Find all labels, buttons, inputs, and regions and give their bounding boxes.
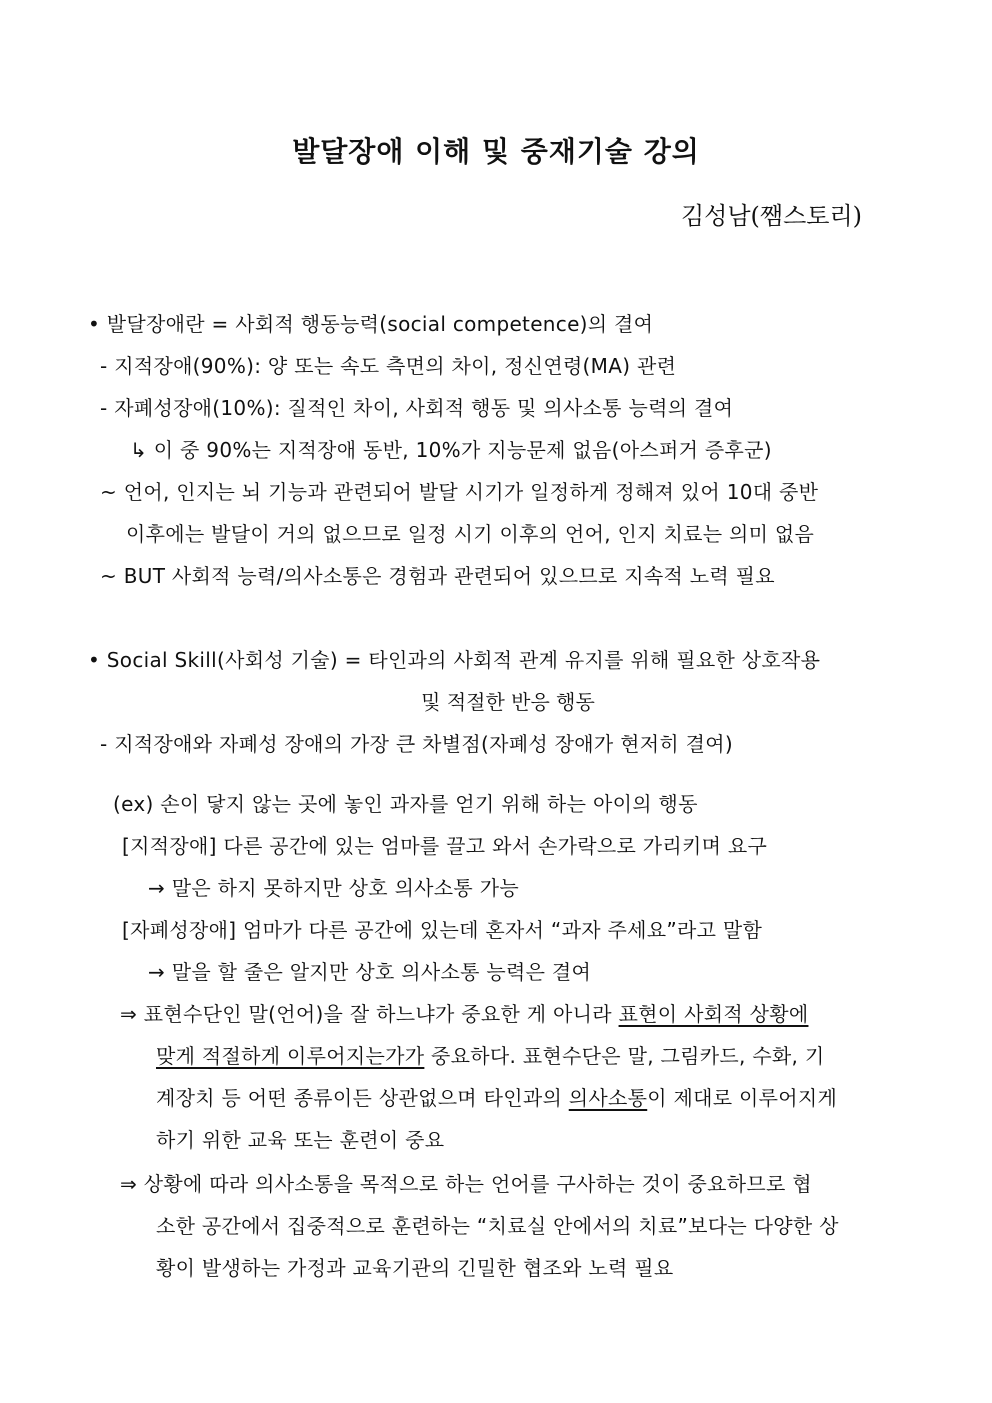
- tilde-icon: ~: [100, 564, 118, 588]
- conclusion1-line1: [120, 1000, 808, 1028]
- dash-icon: -: [100, 396, 108, 420]
- list-item-continuation: [126, 520, 814, 548]
- conclusion1-line4: 하기 위한 교육 또는 훈련이 중요: [156, 1128, 445, 1152]
- conclusion2-line3: 황이 발생하는 가정과 교육기관의 긴밀한 협조와 노력 필요: [156, 1256, 674, 1280]
- section1-heading: 발달장애란 = 사회적 행동능력(social competence)의 결여: [106, 312, 654, 336]
- conclusion-text: 이 제대로 이루어지게: [647, 1086, 838, 1110]
- example-case-intellectual: [지적장애] 다른 공간에 있는 엄마를 끌고 와서 손가락으로 가리키며 요구: [122, 834, 768, 858]
- section1-heading-line: [88, 310, 653, 338]
- double-arrow-icon: ⇒: [120, 1172, 138, 1196]
- example-intro: (ex) 손이 닿지 않는 곳에 놓인 과자를 얻기 위해 하는 아이의 행동: [113, 792, 698, 816]
- list-item-text: 자폐성장애(10%): 질적인 차이, 사회적 행동 및 의사소통 능력의 결여: [114, 396, 734, 420]
- conclusion-text: 상황에 따라 의사소통을 목적으로 하는 언어를 구사하는 것이 중요하므로 협: [143, 1172, 812, 1196]
- list-item: [130, 436, 772, 464]
- list-item-text: 이후에는 발달이 거의 없으므로 일정 시기 이후의 언어, 인지 치료는 의미 없음: [126, 522, 815, 546]
- tilde-icon: ~: [100, 480, 118, 504]
- list-item-text: BUT 사회적 능력/의사소통은 경험과 관련되어 있으므로 지속적 노력 필요: [123, 564, 775, 588]
- document-title: 발달장애 이해 및 중재기술 강의: [292, 135, 700, 168]
- dash-icon: -: [100, 732, 108, 756]
- list-item-text: 지적장애(90%): 양 또는 속도 측면의 차이, 정신연령(MA) 관련: [114, 354, 677, 378]
- list-item: [100, 478, 818, 506]
- result-text: 말은 하지 못하지만 상호 의사소통 가능: [171, 876, 519, 900]
- arrow-right-icon: →: [148, 876, 166, 900]
- conclusion-text: 표현수단인 말(언어)을 잘 하느냐가 중요한 게 아니라: [143, 1002, 619, 1026]
- list-item: [100, 730, 733, 758]
- conclusion2-line1: [120, 1170, 812, 1198]
- underlined-text: 맞게 적절하게 이루어지는가가: [156, 1044, 425, 1068]
- section2-heading: Social Skill(사회성 기술) = 타인과의 사회적 관계 유지를 위해 필요한 상호작용: [106, 648, 821, 672]
- underlined-text: 표현이 사회적 상황에: [618, 1002, 809, 1026]
- underlined-text: 의사소통: [568, 1086, 648, 1110]
- conclusion1-line3: [156, 1084, 837, 1112]
- dash-icon: -: [100, 354, 108, 378]
- conclusion1-line2: [156, 1042, 825, 1070]
- list-item: [100, 352, 676, 380]
- example-case-autism: [자폐성장애] 엄마가 다른 공간에 있는데 혼자서 “과자 주세요”라고 말함: [122, 918, 763, 942]
- list-item: [100, 394, 733, 422]
- list-item-text: 언어, 인지는 뇌 기능과 관련되어 발달 시기가 일정하게 정해져 있어 10대 중반: [123, 480, 819, 504]
- section2-heading-line: [88, 646, 820, 674]
- double-arrow-icon: ⇒: [120, 1002, 138, 1026]
- result-text: 말을 할 줄은 알지만 상호 의사소통 능력은 결여: [171, 960, 592, 984]
- list-item-text: 이 중 90%는 지적장애 동반, 10%가 지능문제 없음(아스퍼거 증후군): [153, 438, 772, 462]
- section2-heading-continuation: 및 적절한 반응 행동: [421, 690, 595, 714]
- bullet-icon: •: [88, 312, 101, 336]
- arrow-right-icon: →: [148, 960, 166, 984]
- bullet-icon: •: [88, 648, 101, 672]
- list-item: [100, 562, 775, 590]
- example-case-intellectual-result: [148, 874, 519, 902]
- conclusion-text: 중요하다. 표현수단은 말, 그림카드, 수화, 기: [424, 1044, 825, 1068]
- list-item-text: 지적장애와 자폐성 장애의 가장 큰 차별점(자폐성 장애가 현저히 결여): [114, 732, 734, 756]
- return-arrow-icon: ↳: [130, 438, 148, 462]
- conclusion2-line2: 소한 공간에서 집중적으로 훈련하는 “치료실 안에서의 치료”보다는 다양한 상: [156, 1214, 839, 1238]
- conclusion-text: 계장치 등 어떤 종류이든 상관없으며 타인과의: [156, 1086, 569, 1110]
- example-case-autism-result: [148, 958, 591, 986]
- document-author: 김성남(쨈스토리): [680, 202, 862, 230]
